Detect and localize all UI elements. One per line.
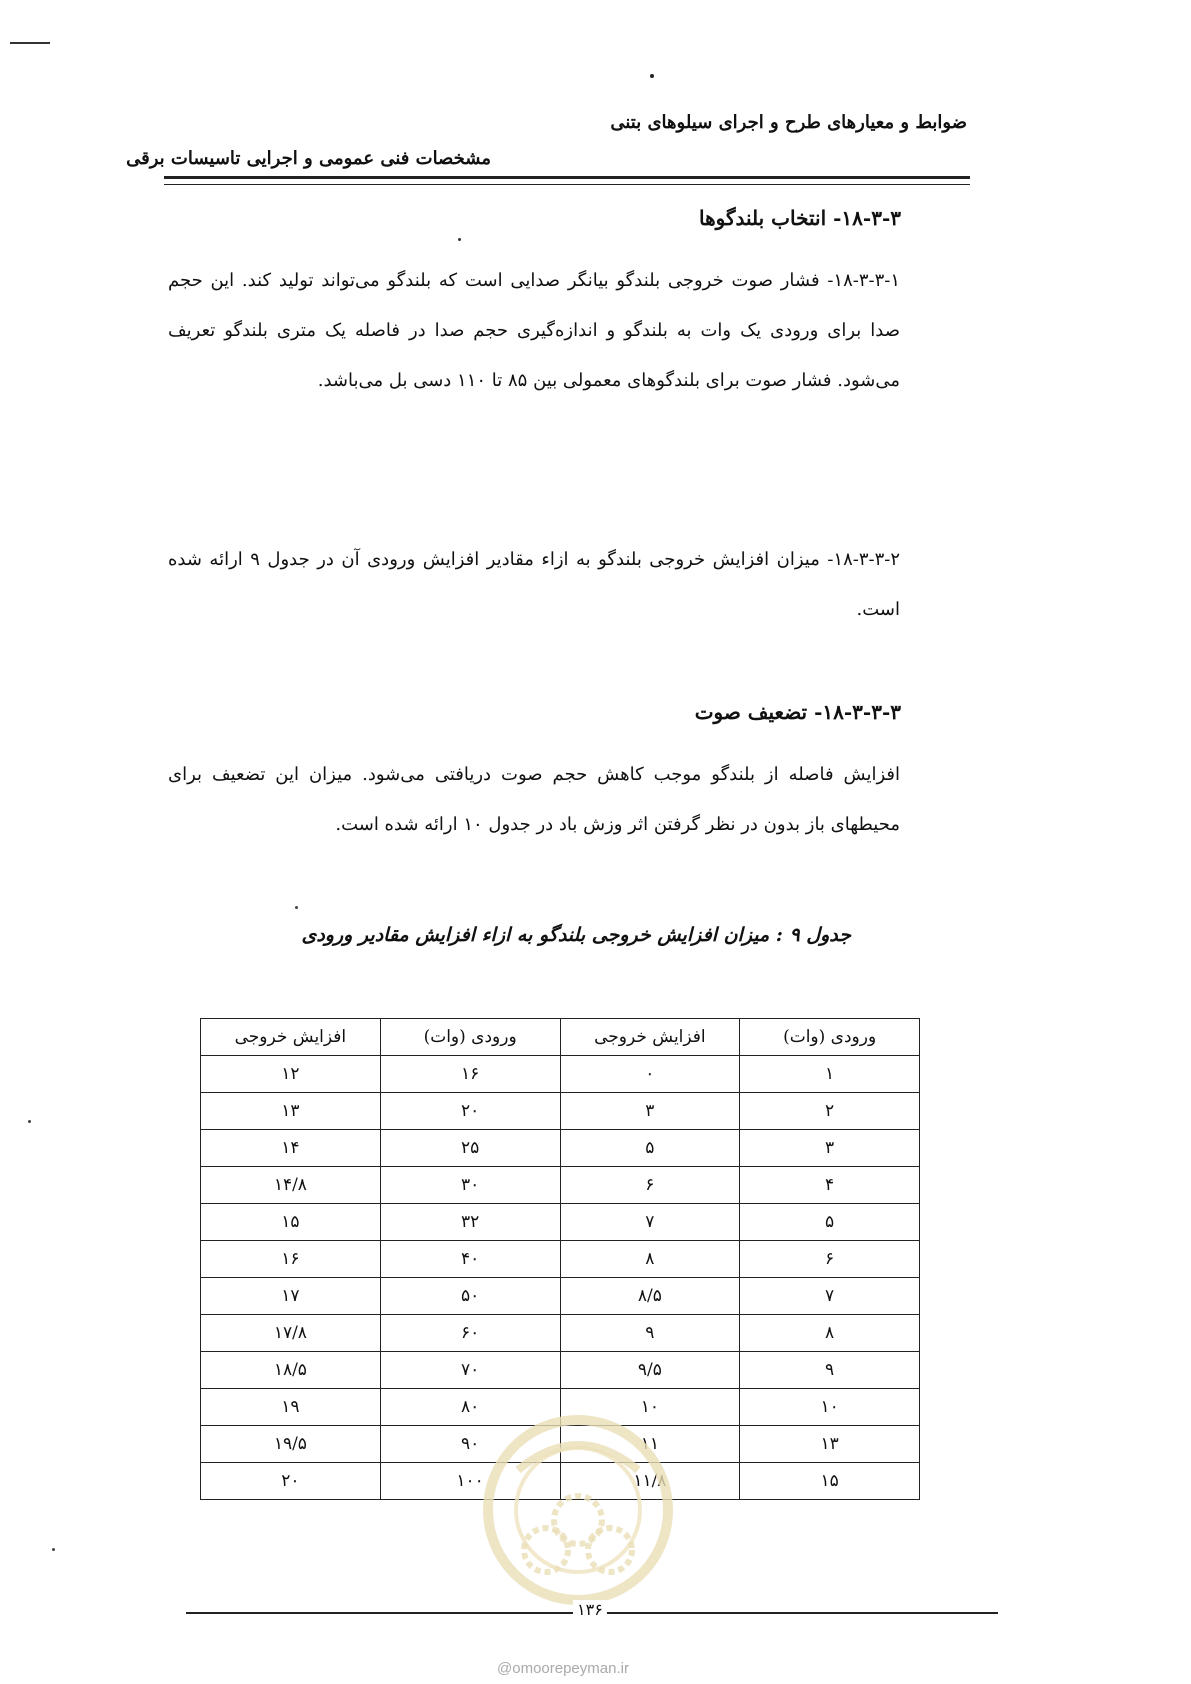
table-cell: ۱۰ (740, 1389, 920, 1426)
table-cell: ۲۰ (201, 1463, 381, 1500)
table-cell: ۰ (560, 1056, 740, 1093)
table-row (201, 1204, 920, 1241)
table-row (201, 1278, 920, 1315)
column-header-input: ورودی (وات) (740, 1019, 920, 1056)
table-cell: ۶ (560, 1167, 740, 1204)
table-cell: ۱۸/۵ (201, 1352, 381, 1389)
table-cell: ۲ (740, 1093, 920, 1130)
table-cell: ۹ (740, 1352, 920, 1389)
table-cell: ۱۹ (201, 1389, 381, 1426)
table-cell: ۷۰ (380, 1352, 560, 1389)
table-row (201, 1241, 920, 1278)
table-cell: ۱۶ (380, 1056, 560, 1093)
table-cell: ۹ (560, 1315, 740, 1352)
table-cell: ۷ (740, 1278, 920, 1315)
table-cell: ۲۰ (380, 1093, 560, 1130)
table-cell: ۱۵ (201, 1204, 381, 1241)
paragraph-output-increase: ۱۸-۳-۳-۲- میزان افزایش خروجی بلندگو به ازاء مقادیر افزایش ورودی آن در جدول ۹ ارائه شده است. (168, 549, 900, 620)
scan-speck (650, 74, 654, 78)
table-cell: ۸ (560, 1241, 740, 1278)
page-number: ۱۳۶ (573, 1600, 607, 1619)
table-cell: ۱۹/۵ (201, 1426, 381, 1463)
table-cell: ۵ (740, 1204, 920, 1241)
header-rule-thin (164, 184, 970, 185)
table-cell: ۳ (560, 1093, 740, 1130)
table-cell: ۳۰ (380, 1167, 560, 1204)
running-header-subtitle: مشخصات فنی عمومی و اجرایی تاسیسات برقی (126, 148, 491, 169)
table-row (201, 1056, 920, 1093)
table-cell: ۱۳ (740, 1426, 920, 1463)
table-cell: ۱۰۰ (380, 1463, 560, 1500)
column-header-output: افزایش خروجی (560, 1019, 740, 1056)
column-header-input: ورودی (وات) (380, 1019, 560, 1056)
table-cell: ۶۰ (380, 1315, 560, 1352)
table-cell: ۸۰ (380, 1389, 560, 1426)
table-row (201, 1352, 920, 1389)
table-cell: ۱۴ (201, 1130, 381, 1167)
table-row (201, 1093, 920, 1130)
table-cell: ۱۰ (560, 1389, 740, 1426)
table-cell: ۱۷/۸ (201, 1315, 381, 1352)
table-cell: ۱۷ (201, 1278, 381, 1315)
table-cell: ۳ (740, 1130, 920, 1167)
table-cell: ۱۳ (201, 1093, 381, 1130)
seal-watermark-icon (478, 1400, 678, 1630)
table-cell: ۵ (560, 1130, 740, 1167)
section-heading-sound-attenuation: ۱۸-۳-۳-۳- تضعیف صوت (694, 700, 901, 724)
scan-artifact-line (10, 42, 50, 44)
website-watermark: @omoorepeyman.ir (497, 1660, 629, 1677)
scan-speck (295, 906, 298, 909)
table-cell: ۱۲ (201, 1056, 381, 1093)
table-cell: ۵۰ (380, 1278, 560, 1315)
table-cell: ۱۶ (201, 1241, 381, 1278)
table-cell: ۹/۵ (560, 1352, 740, 1389)
running-header-title: ضوابط و معیارهای طرح و اجرای سیلوهای بتنی (610, 112, 967, 133)
table-cell: ۱۱/۸ (560, 1463, 740, 1500)
column-header-output: افزایش خروجی (201, 1019, 381, 1056)
table-cell: ۸ (740, 1315, 920, 1352)
table-row (201, 1315, 920, 1352)
paragraph-sound-pressure: ۱۸-۳-۳-۱- فشار صوت خروجی بلندگو بیانگر صدایی است که بلندگو می‌تواند تولید کند. این حجم صدا برای ورودی یک وات به بلندگو و اندازه‌گیری حجم صدا در فاصله یک متری بلندگو تعریف می‌شود. فشار صوت برای بلندگوهای معمولی بین ۸۵ تا ۱۱۰ دسی بل می‌باشد. (168, 270, 900, 391)
paragraph-attenuation: افزایش فاصله از بلندگو موجب کاهش حجم صوت دریافتی می‌شود. میزان این تضعیف برای محیطهای باز بدون در نظر گرفتن اثر وزش باد در جدول ۱۰ ارائه شده است. (168, 764, 900, 835)
table-cell: ۹۰ (380, 1426, 560, 1463)
table-row (201, 1130, 920, 1167)
table-cell: ۲۵ (380, 1130, 560, 1167)
scan-speck (458, 238, 461, 241)
table-cell: ۴ (740, 1167, 920, 1204)
scan-speck (52, 1548, 55, 1551)
scan-speck (28, 1120, 31, 1123)
table-cell: ۷ (560, 1204, 740, 1241)
table-cell: ۶ (740, 1241, 920, 1278)
table-cell: ۱۴/۸ (201, 1167, 381, 1204)
section-heading-speaker-selection: ۱۸-۳-۳- انتخاب بلندگوها (698, 206, 901, 230)
table-caption: جدول ۹ : میزان افزایش خروجی بلندگو به ازاء افزایش مقادیر ورودی (301, 924, 851, 946)
table-cell: ۸/۵ (560, 1278, 740, 1315)
table-cell: ۱ (740, 1056, 920, 1093)
table-header-row (201, 1019, 920, 1056)
table-cell: ۳۲ (380, 1204, 560, 1241)
table-cell: ۱۵ (740, 1463, 920, 1500)
table-cell: ۱۱ (560, 1426, 740, 1463)
table-cell: ۴۰ (380, 1241, 560, 1278)
header-rule-thick (164, 176, 970, 179)
table-row (201, 1167, 920, 1204)
